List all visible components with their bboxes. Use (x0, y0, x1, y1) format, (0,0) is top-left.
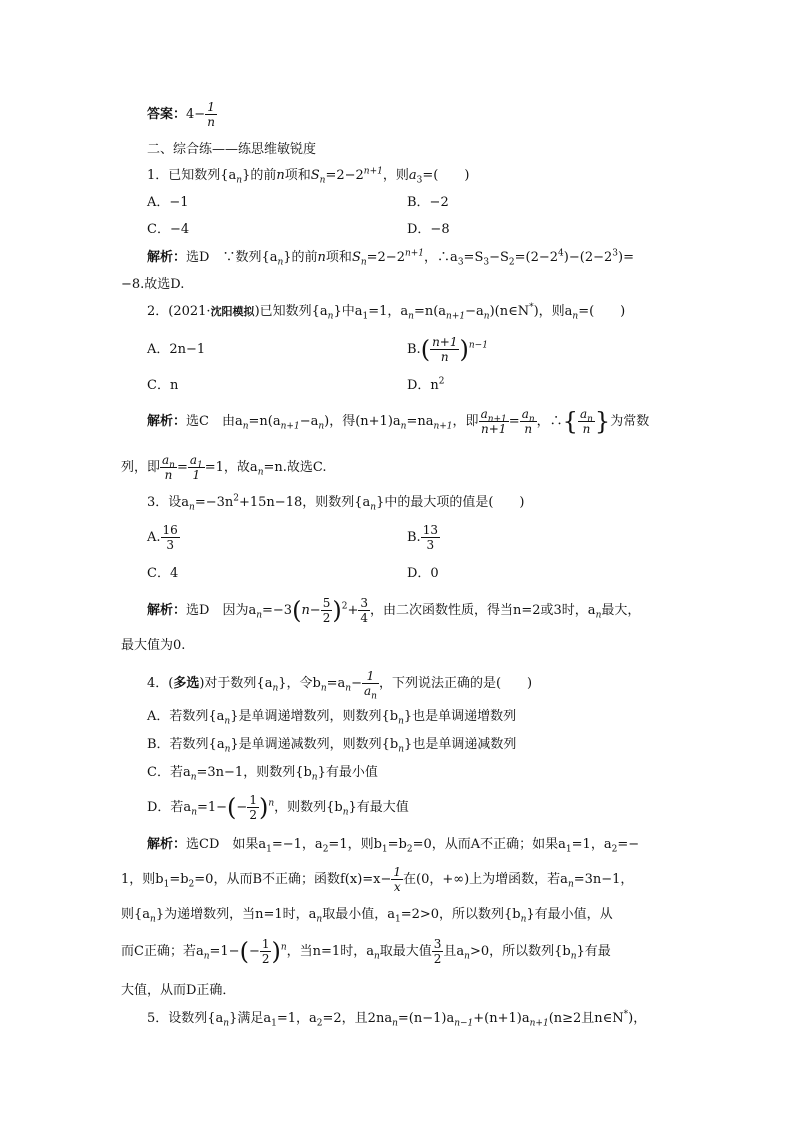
question-1-stem: 1．已知数列$\{a_n\}$的前n项和$S_n=2-2^{n+1}$，则$a_3=$( ) (147, 166, 470, 186)
question-4-solution-line-2: 1，则$b_1=b_2=0$，从而B不正确；函数f(x)=x− $\frac{1}{x}$ 在(0，+∞)上为增函数，若$a_n=3n-1$， (121, 865, 634, 894)
question-3-option-c: C．4 (147, 566, 179, 581)
question-3-solution-cont: 最大值为0. (121, 638, 186, 653)
question-4-solution-line-1: 解析：选CD 如果$a_1=-1$，$a_2=1$，则$b_1=b_2=0$，从而A不正确；如果$a_1=1$，$a_2=-$ (147, 837, 640, 855)
question-3-solution: 解析：选D 因为$a_n=-3(n-$ $\frac{5}{2}$ )$^2$+ $\frac{3}{4}$ ，由二次函数性质，得当n=2或3时，$a_n$最大， (147, 596, 641, 625)
answer-line (147, 100, 217, 129)
question-1-option-c: C．−4 (147, 222, 190, 237)
question-3-option-b: B. $\frac{13}{3}$ (407, 523, 438, 552)
question-4-stem: 4．(多选)对于数列$\{a_n\}$，令$b_n=a_n-$ $\frac{1}{a_n}$ ，下列说法正确的是( ) (147, 669, 533, 702)
question-4-solution-line-5: 大值，从而D正确． (121, 983, 236, 998)
question-4-solution-line-3: 则$\{a_n\}$为递增数列，当n=1时，$a_n$取最小值，$a_1=2>0$，所以数列$\{b_n\}$有最小值，从 (121, 907, 613, 925)
question-2-stem: 2．(2021·沈阳模拟)已知数列$\{a_n\}$中$a_1=1$，$a_n=n(a_{n+1}-a_n)(n\in N^*)$，则$a_n=$( ) (147, 302, 626, 322)
question-2-solution-cont: 列，即 $\frac{a_n}{n}$ = $\frac{a_1}{1}$ =1，故$a_n=n$.故选C. (121, 453, 327, 482)
question-4-option-b: B．若数列$\{a_n\}$是单调递减数列，则数列$\{b_n\}$也是单调递减数列 (147, 737, 517, 755)
answer-label: 答案： (147, 107, 187, 122)
question-1-solution: 解析：选D ∵数列$\{a_n\}$的前n项和$S_n=2-2^{n+1}$，$\therefore a_3=S_3-S_2=(2-2^4)-(2-2^3)=$ (147, 248, 634, 268)
question-3-option-a: A. $\frac{16}{3}$ (147, 523, 178, 552)
question-3-stem: 3．设$a_n=-3n^2+15n-18$，则数列$\{a_n\}$中的最大项的值是( ) (147, 493, 525, 513)
question-1-option-a: A．−1 (147, 195, 189, 210)
question-3-option-d: D．0 (407, 566, 439, 581)
question-4-solution-line-4: 而C正确；若$a_n=1-(-$ $\frac{1}{2}$ )$^n$，当n=1时，$a_n$取最大值 $\frac{3}{2}$ 且$a_n>0$，所以数列$\{b_n\}$有最 (121, 937, 611, 966)
question-4-option-d: D．若$a_n=1-(-$ $\frac{1}{2}$ )$^n$，则数列$\{b_n\}$有最大值 (147, 793, 409, 822)
answer-value: 4− (186, 107, 206, 122)
question-2-solution: 解析：选C 由$a_n=n(a_{n+1}-a_n)$，得$(n+1)a_n=na_{n+1}$，即 $\frac{a_{n+1}}{n+1}$ = $\frac{a_n}{n}$ ，∴{ $\frac{a_n}{n}$ }为常数 (147, 407, 650, 436)
section-title: 二、综合练——练思维敏锐度 (147, 142, 317, 157)
question-4-option-c: C．若$a_n=3n-1$，则数列$\{b_n\}$有最小值 (147, 765, 378, 783)
question-2-option-a: A．2n−1 (147, 342, 206, 357)
question-2-option-c: C．n (147, 378, 179, 393)
question-1-option-d: D．−8 (407, 222, 450, 237)
question-1-option-b: B．−2 (407, 195, 449, 210)
question-2-option-d: D．$n^2$ (407, 376, 445, 393)
question-2-option-b: B.( $\frac{n+1}{n}$ )$^{n-1}$ (407, 335, 488, 364)
question-5-stem: 5．设数列$\{a_n\}$满足$a_1=1$，$a_2=2$，且$2na_n=(n-1)a_{n-1}+(n+1)a_{n+1}(n\ge 2$且n∈N*)， (147, 1009, 647, 1029)
answer-fraction: $\frac{1}{n}$ (207, 100, 215, 129)
question-1-solution-cont: −8.故选D. (121, 277, 185, 292)
question-4-option-a: A．若数列$\{a_n\}$是单调递增数列，则数列$\{b_n\}$也是单调递增数列 (147, 709, 517, 727)
